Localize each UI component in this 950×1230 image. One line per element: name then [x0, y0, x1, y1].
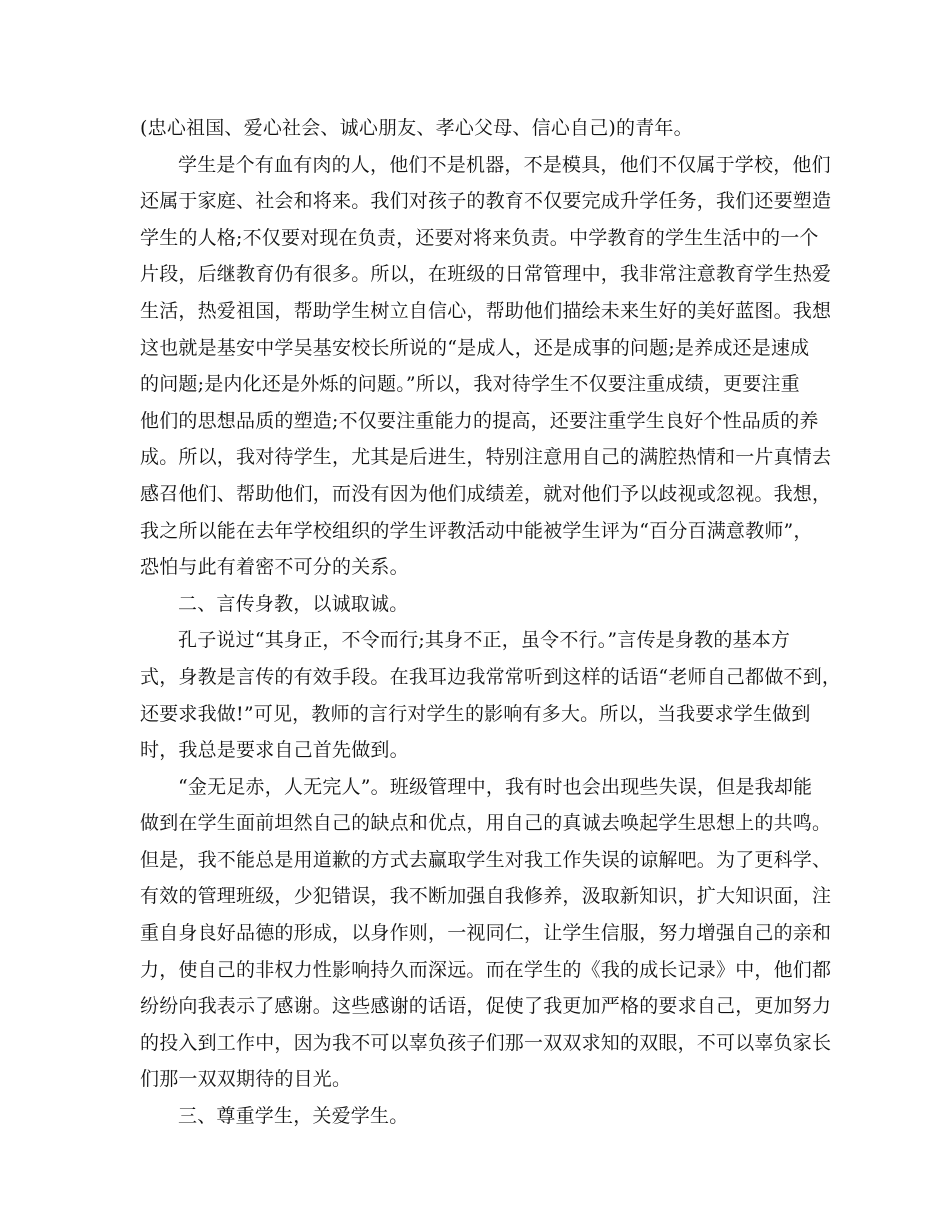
document-body	[140, 113, 842, 1138]
text-line: 力，使自己的非权力性影响持久而深远。而在学生的《我的成长记录》中，他们都	[140, 958, 832, 981]
text-line: 感召他们、帮助他们，而没有因为他们成绩差，就对他们予以歧视或忽视。我想，	[140, 482, 832, 505]
text-line: 有效的管理班级，少犯错误，我不断加强自我修养，汲取新知识，扩大知识面，注	[140, 885, 832, 908]
text-line: 成。所以，我对待学生，尤其是后进生，特别注意用自己的满腔热情和一片真情去	[140, 446, 832, 469]
text-line: 重自身良好品德的形成，以身作则，一视同仁，让学生信服，努力增强自己的亲和	[140, 922, 832, 945]
text-line: 二、言传身教，以诚取诚。	[178, 592, 409, 615]
text-line: 但是，我不能总是用道歉的方式去赢取学生对我工作失误的谅解吧。为了更科学、	[140, 848, 832, 871]
text-line: 三、尊重学生，关爱学生。	[178, 1105, 409, 1128]
text-line: 这也就是基安中学吴基安校长所说的“是成人，还是成事的问题;是养成还是速成	[140, 336, 810, 359]
text-line: 的问题;是内化还是外烁的问题。”所以，我对待学生不仅要注重成绩，更要注重	[140, 373, 800, 396]
text-line: “金无足赤，人无完人”。班级管理中，我有时也会出现些失误，但是我却能	[178, 775, 813, 798]
text-line: 片段，后继教育仍有很多。所以，在班级的日常管理中，我非常注意教育学生热爱	[140, 263, 832, 286]
text-line: 我之所以能在去年学校组织的学生评教活动中能被学生评为“百分百满意教师”，	[140, 519, 813, 542]
text-line: 们那一双双期待的目光。	[140, 1068, 352, 1091]
text-line: 他们的思想品质的塑造;不仅要注重能力的提高，还要注重学生良好个性品质的养	[140, 409, 819, 432]
text-line: 式，身教是言传的有效手段。在我耳边我常常听到这样的话语“老师自己都做不到，	[140, 665, 842, 688]
text-line: (忠心祖国、爱心社会、诚心朋友、孝心父母、信心自己)的青年。	[140, 117, 693, 139]
text-line: 还要求我做!”可见，教师的言行对学生的影响有多大。所以，当我要求学生做到	[140, 702, 811, 725]
text-line: 学生的人格;不仅要对现在负责，还要对将来负责。中学教育的学生生活中的一个	[140, 226, 819, 249]
text-line: 孔子说过“其身正，不令而行;其身不正，虽令不行。”言传是身教的基本方	[178, 629, 791, 652]
text-line: 做到在学生面前坦然自己的缺点和优点，用自己的真诚去唤起学生思想上的共鸣。	[140, 812, 832, 835]
text-line: 生活，热爱祖国，帮助学生树立自信心，帮助他们描绘未来生好的美好蓝图。我想	[140, 299, 832, 322]
text-line: 时，我总是要求自己首先做到。	[140, 739, 409, 762]
text-line: 还属于家庭、社会和将来。我们对孩子的教育不仅要完成升学任务，我们还要塑造	[140, 190, 832, 213]
text-line: 学生是个有血有肉的人，他们不是机器，不是模具，他们不仅属于学校，他们	[178, 153, 831, 176]
text-line: 恐怕与此有着密不可分的关系。	[140, 556, 409, 579]
text-line: 纷纷向我表示了感谢。这些感谢的话语，促使了我更加严格的要求自己，更加努力	[140, 995, 832, 1018]
text-line: 的投入到工作中，因为我不可以辜负孩子们那一双双求知的双眼，不可以辜负家长	[140, 1031, 832, 1054]
